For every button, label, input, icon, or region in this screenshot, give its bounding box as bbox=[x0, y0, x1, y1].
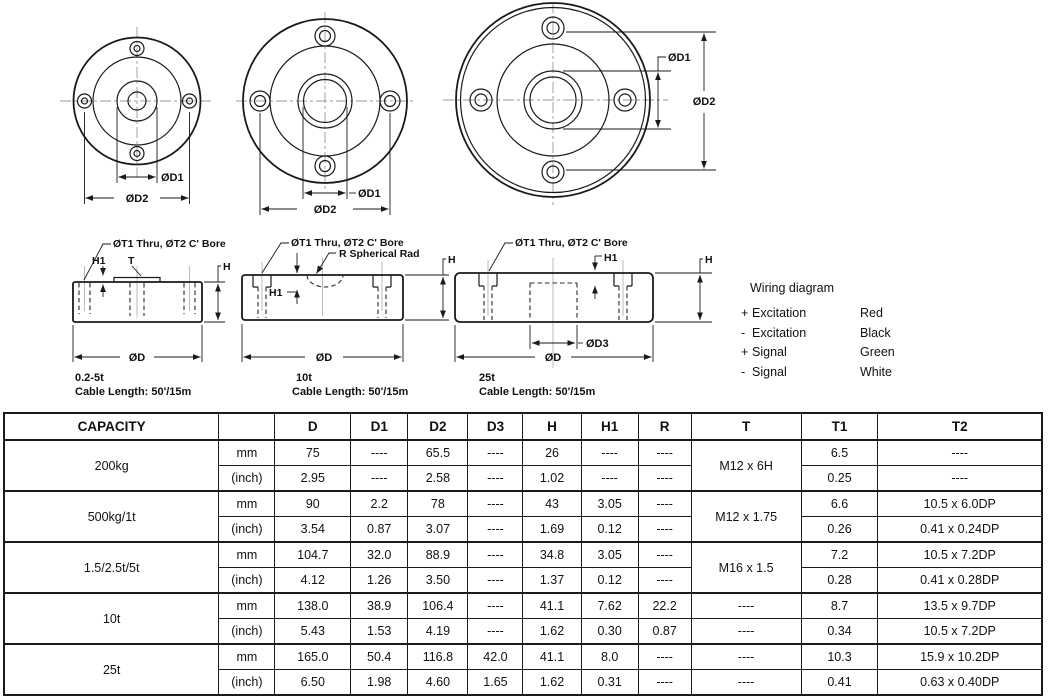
cell-d: 165.0 bbox=[275, 644, 351, 670]
cell-t2: 0.41 x 0.24DP bbox=[878, 517, 1042, 543]
cell-unit: mm bbox=[219, 593, 275, 619]
dim-label-t: T bbox=[128, 255, 135, 267]
cell-capacity: 500kg/1t bbox=[4, 491, 219, 542]
callout-bore: ØT1 Thru, ØT2 C' Bore bbox=[515, 237, 628, 249]
column-header-r: R bbox=[638, 413, 691, 440]
cell-r: ---- bbox=[638, 670, 691, 696]
dim-label-h1: H1 bbox=[92, 255, 106, 267]
wire-name: Signal bbox=[752, 345, 787, 360]
cell-t: ---- bbox=[691, 670, 801, 696]
wire-sign: + bbox=[741, 305, 749, 320]
cell-d3: 1.65 bbox=[468, 670, 523, 696]
cell-t2: 0.41 x 0.28DP bbox=[878, 568, 1042, 594]
cell-d1: 1.53 bbox=[351, 619, 408, 645]
cell-r: ---- bbox=[638, 517, 691, 543]
cell-d1: 0.87 bbox=[351, 517, 408, 543]
cell-t2: 10.5 x 7.2DP bbox=[878, 542, 1042, 568]
wire-color: Black bbox=[860, 325, 891, 340]
cell-d: 90 bbox=[275, 491, 351, 517]
cell-d3: ---- bbox=[468, 491, 523, 517]
dim-label-d3: ØD3 bbox=[586, 338, 609, 350]
column-header-unit bbox=[219, 413, 275, 440]
dim-label-d1: ØD1 bbox=[668, 52, 691, 64]
cell-r: ---- bbox=[638, 466, 691, 492]
cell-t: ---- bbox=[691, 619, 801, 645]
cell-r: ---- bbox=[638, 568, 691, 594]
callout-spherical-radius: R Spherical Rad bbox=[339, 248, 420, 260]
cell-capacity: 1.5/2.5t/5t bbox=[4, 542, 219, 593]
cell-d1: 1.26 bbox=[351, 568, 408, 594]
top-view-small bbox=[60, 27, 214, 205]
callout-bore: ØT1 Thru, ØT2 C' Bore bbox=[113, 238, 226, 250]
cell-unit: mm bbox=[219, 542, 275, 568]
cell-h1: ---- bbox=[581, 440, 638, 466]
column-header-capacity: CAPACITY bbox=[4, 413, 219, 440]
cell-capacity: 25t bbox=[4, 644, 219, 695]
cell-t2: 10.5 x 7.2DP bbox=[878, 619, 1042, 645]
column-header-h1: H1 bbox=[581, 413, 638, 440]
cell-t2: 15.9 x 10.2DP bbox=[878, 644, 1042, 670]
cell-d2: 4.60 bbox=[408, 670, 468, 696]
table-row bbox=[4, 440, 1042, 466]
cell-t1: 10.3 bbox=[801, 644, 878, 670]
cell-d2: 116.8 bbox=[408, 644, 468, 670]
cell-h1: 3.05 bbox=[581, 491, 638, 517]
cell-t: M12 x 1.75 bbox=[691, 491, 801, 542]
spherical-recess bbox=[307, 275, 343, 287]
cell-t2: ---- bbox=[878, 466, 1042, 492]
cell-d2: 3.50 bbox=[408, 568, 468, 594]
cell-d3: ---- bbox=[468, 568, 523, 594]
cell-d1: 32.0 bbox=[351, 542, 408, 568]
dim-label-d1: ØD1 bbox=[161, 172, 184, 184]
cell-t1: 0.28 bbox=[801, 568, 878, 594]
cell-unit: mm bbox=[219, 440, 275, 466]
cell-d2: 106.4 bbox=[408, 593, 468, 619]
wire-sign: - bbox=[741, 325, 746, 340]
side-view-0-2-5t bbox=[73, 238, 231, 398]
callout-bore: ØT1 Thru, ØT2 C' Bore bbox=[291, 237, 404, 249]
cell-h1: ---- bbox=[581, 466, 638, 492]
dim-label-h1: H1 bbox=[269, 287, 283, 299]
cell-d1: 50.4 bbox=[351, 644, 408, 670]
wire-name: Excitation bbox=[752, 325, 807, 340]
top-view-large bbox=[443, 2, 716, 205]
wiring-diagram bbox=[741, 281, 1011, 382]
cell-r: ---- bbox=[638, 644, 691, 670]
cell-d1: 2.2 bbox=[351, 491, 408, 517]
variant-cable-length: Cable Length: 50'/15m bbox=[479, 386, 596, 398]
table-header-row bbox=[4, 413, 1042, 440]
cell-d2: 3.07 bbox=[408, 517, 468, 543]
cell-d: 138.0 bbox=[275, 593, 351, 619]
cell-h: 41.1 bbox=[523, 593, 581, 619]
wire-color: Red bbox=[860, 305, 883, 320]
cell-d3: ---- bbox=[468, 619, 523, 645]
cell-r: ---- bbox=[638, 491, 691, 517]
cell-d: 75 bbox=[275, 440, 351, 466]
cell-d1: ---- bbox=[351, 440, 408, 466]
cell-unit: (inch) bbox=[219, 670, 275, 696]
cell-t: ---- bbox=[691, 644, 801, 670]
cell-d3: ---- bbox=[468, 517, 523, 543]
cell-d3: 42.0 bbox=[468, 644, 523, 670]
cell-unit: (inch) bbox=[219, 466, 275, 492]
cell-d: 2.95 bbox=[275, 466, 351, 492]
dim-label-d2: ØD2 bbox=[692, 96, 716, 108]
variant-capacity: 25t bbox=[479, 372, 495, 384]
wiring-row bbox=[741, 362, 1011, 382]
cell-d3: ---- bbox=[468, 466, 523, 492]
cell-d2: 78 bbox=[408, 491, 468, 517]
cell-h: 41.1 bbox=[523, 644, 581, 670]
dim-label-h: H bbox=[223, 261, 231, 273]
variant-capacity: 0.2-5t bbox=[75, 372, 104, 384]
cell-t1: 0.26 bbox=[801, 517, 878, 543]
cell-d3: ---- bbox=[468, 542, 523, 568]
wiring-row bbox=[741, 303, 1011, 323]
dim-label-h: H bbox=[448, 254, 456, 266]
cell-h: 1.62 bbox=[523, 670, 581, 696]
wiring-row bbox=[741, 323, 1011, 343]
cell-t1: 0.34 bbox=[801, 619, 878, 645]
column-header-d3: D3 bbox=[468, 413, 523, 440]
cell-unit: (inch) bbox=[219, 568, 275, 594]
dimensions-table bbox=[3, 412, 1043, 696]
wiring-title: Wiring diagram bbox=[750, 281, 835, 295]
dim-label-d2: ØD2 bbox=[313, 204, 337, 216]
cell-t: M12 x 6H bbox=[691, 440, 801, 491]
cell-r: ---- bbox=[638, 542, 691, 568]
variant-cable-length: Cable Length: 50'/15m bbox=[75, 386, 192, 398]
cell-t2: 0.63 x 0.40DP bbox=[878, 670, 1042, 696]
cell-capacity: 10t bbox=[4, 593, 219, 644]
cell-d: 4.12 bbox=[275, 568, 351, 594]
wire-sign: - bbox=[741, 364, 746, 379]
cell-t: ---- bbox=[691, 593, 801, 619]
cell-h: 1.37 bbox=[523, 568, 581, 594]
column-header-h: H bbox=[523, 413, 581, 440]
cell-r: 22.2 bbox=[638, 593, 691, 619]
cell-d1: 38.9 bbox=[351, 593, 408, 619]
cell-t2: 13.5 x 9.7DP bbox=[878, 593, 1042, 619]
cell-h1: 8.0 bbox=[581, 644, 638, 670]
cell-t1: 0.41 bbox=[801, 670, 878, 696]
dim-label-d: ØD bbox=[544, 352, 562, 364]
cell-d: 5.43 bbox=[275, 619, 351, 645]
dim-label-h1: H1 bbox=[604, 252, 618, 264]
cell-d1: 1.98 bbox=[351, 670, 408, 696]
cell-capacity: 200kg bbox=[4, 440, 219, 491]
cell-h1: 3.05 bbox=[581, 542, 638, 568]
table-row bbox=[4, 644, 1042, 670]
wire-color: White bbox=[860, 364, 892, 379]
cell-d2: 4.19 bbox=[408, 619, 468, 645]
cell-t1: 0.25 bbox=[801, 466, 878, 492]
cell-h1: 0.12 bbox=[581, 517, 638, 543]
column-header-t: T bbox=[691, 413, 801, 440]
cell-unit: mm bbox=[219, 644, 275, 670]
cell-t1: 6.5 bbox=[801, 440, 878, 466]
variant-cable-length: Cable Length: 50'/15m bbox=[292, 386, 409, 398]
cell-h1: 0.30 bbox=[581, 619, 638, 645]
wiring-row bbox=[741, 342, 1011, 362]
dim-label-d: ØD bbox=[315, 352, 333, 364]
cell-h1: 0.12 bbox=[581, 568, 638, 594]
cell-d3: ---- bbox=[468, 440, 523, 466]
cell-t1: 6.6 bbox=[801, 491, 878, 517]
column-header-t1: T1 bbox=[801, 413, 878, 440]
wire-name: Excitation bbox=[752, 305, 807, 320]
cell-h: 43 bbox=[523, 491, 581, 517]
cell-t1: 8.7 bbox=[801, 593, 878, 619]
side-view-10t bbox=[242, 237, 456, 398]
cell-h: 34.8 bbox=[523, 542, 581, 568]
side-view-25t bbox=[455, 237, 713, 398]
cell-unit: mm bbox=[219, 491, 275, 517]
cell-d: 104.7 bbox=[275, 542, 351, 568]
cell-unit: (inch) bbox=[219, 517, 275, 543]
cell-t2: 10.5 x 6.0DP bbox=[878, 491, 1042, 517]
cell-r: 0.87 bbox=[638, 619, 691, 645]
column-header-d2: D2 bbox=[408, 413, 468, 440]
cell-d3: ---- bbox=[468, 593, 523, 619]
table-row bbox=[4, 593, 1042, 619]
wire-sign: + bbox=[741, 345, 749, 360]
cell-unit: (inch) bbox=[219, 619, 275, 645]
cell-h: 1.62 bbox=[523, 619, 581, 645]
dim-label-d: ØD bbox=[128, 352, 146, 364]
variant-capacity: 10t bbox=[296, 372, 312, 384]
column-header-d: D bbox=[275, 413, 351, 440]
dim-label-h: H bbox=[705, 254, 713, 266]
cell-t: M16 x 1.5 bbox=[691, 542, 801, 593]
cell-h: 1.69 bbox=[523, 517, 581, 543]
table-row bbox=[4, 542, 1042, 568]
cell-d2: 2.58 bbox=[408, 466, 468, 492]
table-row bbox=[4, 491, 1042, 517]
cell-h: 26 bbox=[523, 440, 581, 466]
cell-h1: 7.62 bbox=[581, 593, 638, 619]
cell-d: 6.50 bbox=[275, 670, 351, 696]
dim-label-d1: ØD1 bbox=[358, 188, 381, 200]
cell-t2: ---- bbox=[878, 440, 1042, 466]
wire-name: Signal bbox=[752, 364, 787, 379]
cell-d1: ---- bbox=[351, 466, 408, 492]
column-header-d1: D1 bbox=[351, 413, 408, 440]
cell-h: 1.02 bbox=[523, 466, 581, 492]
top-view-medium bbox=[236, 12, 414, 216]
cell-d: 3.54 bbox=[275, 517, 351, 543]
cell-d2: 65.5 bbox=[408, 440, 468, 466]
cell-d2: 88.9 bbox=[408, 542, 468, 568]
column-header-t2: T2 bbox=[878, 413, 1042, 440]
wire-color: Green bbox=[860, 345, 895, 360]
cell-r: ---- bbox=[638, 440, 691, 466]
dim-label-d2: ØD2 bbox=[125, 193, 149, 205]
cell-h1: 0.31 bbox=[581, 670, 638, 696]
cell-t1: 7.2 bbox=[801, 542, 878, 568]
